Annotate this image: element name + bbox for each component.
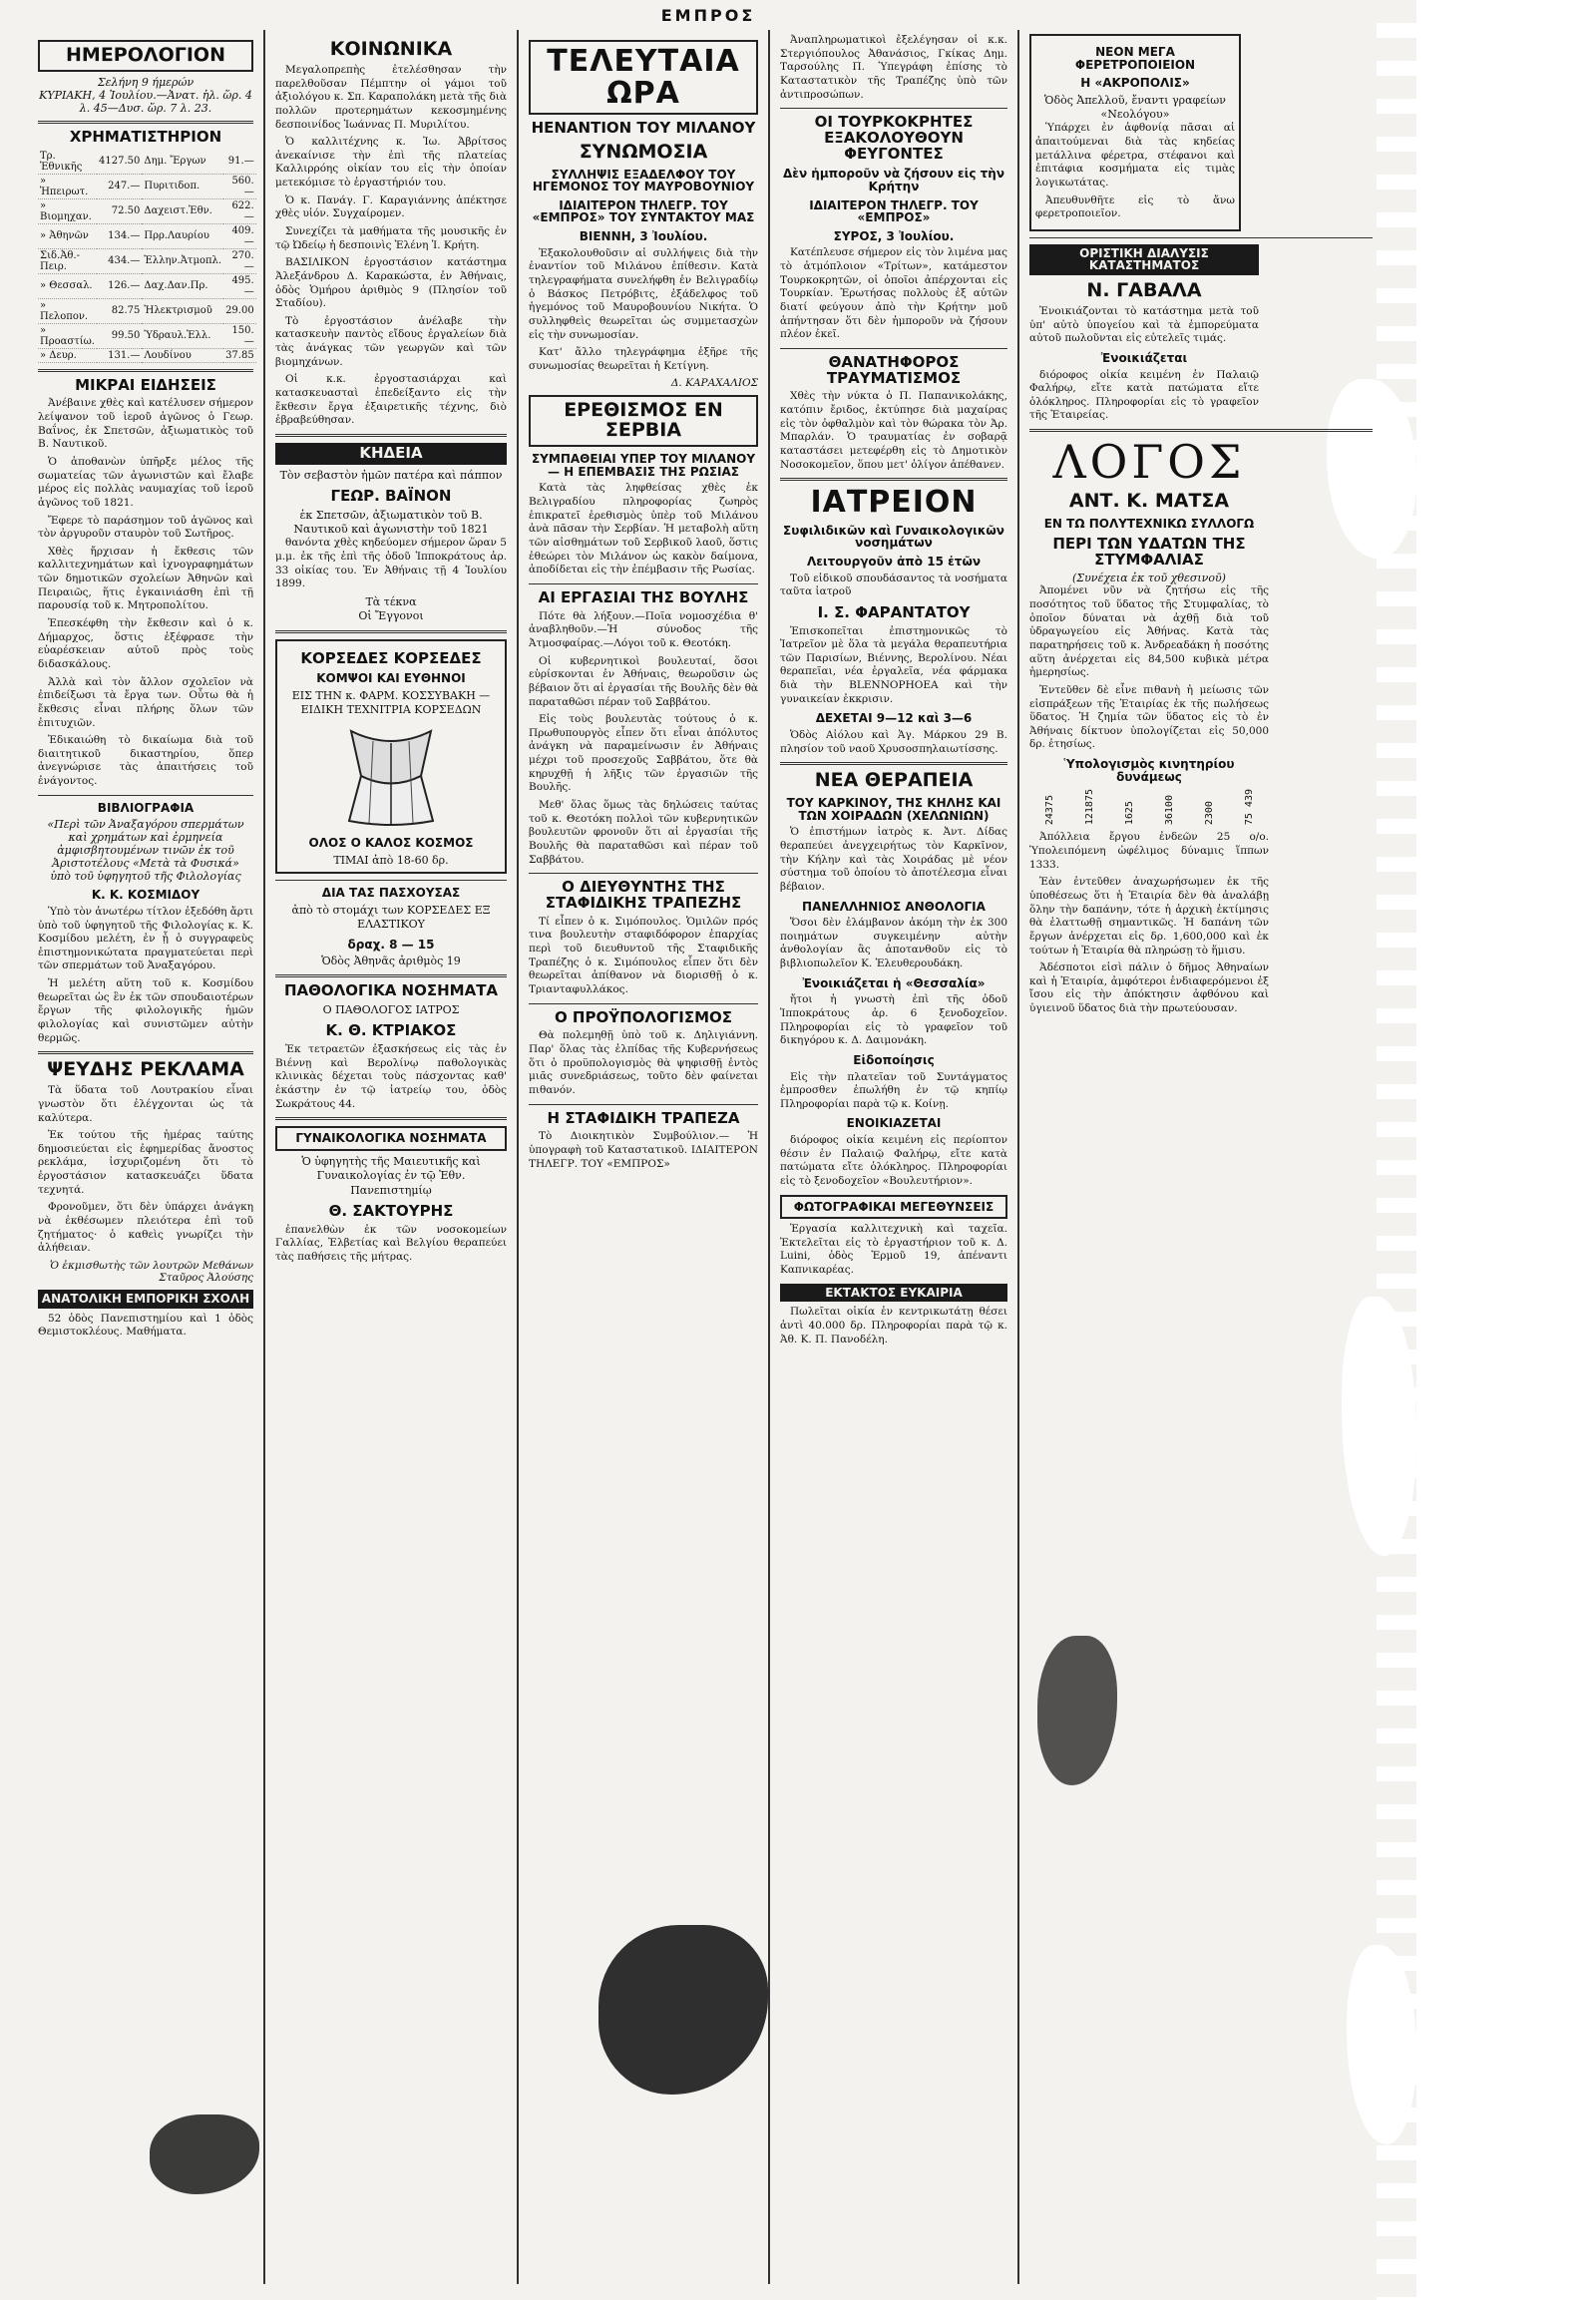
- column-rule: [517, 30, 519, 2284]
- rate-cell: Ἠλεκτρισμοῦ: [142, 298, 223, 323]
- paragraph: Ἐκ τούτου τῆς ἡμέρας ταύτης δημοσιεύεται εἰς ἐφημερίδας ἄνοστος ρεκλάμα, ἰσχυριζομένη ὅτι τὸ ἐργοστάσιον κατασκευάζει ὕδατα τεχνητά.: [38, 1129, 253, 1196]
- article-title: ΣΥΝΩΜΟΣΙΑ: [579, 140, 708, 163]
- funeral-ad: [1029, 34, 1241, 231]
- paragraph: Ἔφερε τὸ παράσημον τοῦ ἀγῶνος καὶ τὸν ἀργυροῦν σταυρὸν τοῦ Σωτῆρος.: [38, 514, 253, 541]
- paragraph: Ἐνοικιάζονται τὸ κατάστημα μετὰ τοῦ ὑπ' αὐτὸ ὑπογείου καὶ τὰ ἐμπορεύματα αὐτοῦ πωλοῦνται εἰς εὐτελεῖς τιμάς.: [1029, 304, 1259, 345]
- speech-venue: ΕΝ ΤΩ ΠΟΛΥΤΕΧΝΙΚΩ ΣΥΛΛΟΓΩ: [1043, 517, 1255, 532]
- corset-sub: ΚΟΜΨΟΙ ΚΑΙ ΕΥΘΗΝΟΙ: [316, 671, 466, 686]
- rate-cell: 99.50: [97, 323, 142, 348]
- social-title: ΚΟΙΝΩΝΙΚΑ: [329, 38, 453, 60]
- rate-cell: » Ἡπειρωτ.: [38, 174, 97, 198]
- dateline: ΣΥΡΟΣ, 3 Ἰουλίου.: [833, 228, 955, 243]
- rate-cell: 495.—: [223, 273, 256, 298]
- rate-row: [38, 323, 256, 348]
- gyn-name: Θ. ΣΑΚΤΟΥΡΗΣ: [328, 1201, 454, 1220]
- speech-author: ΑΝΤ. Κ. ΜΑΤΣΑ: [1068, 490, 1230, 513]
- speech-topic: ΠΕΡΙ ΤΩΝ ΥΔΑΤΩΝ ΤΗΣ ΣΤΥΜΦΑΛΙΑΣ: [1052, 534, 1246, 569]
- rate-cell: 29.00: [223, 298, 256, 323]
- easter-price: δραχ. 8 — 15: [347, 937, 435, 952]
- rate-row: [38, 150, 256, 175]
- calc-value: 75 439: [1243, 789, 1255, 826]
- article-title: Ο ΔΙΕΥΘΥΝΤΗΣ ΤΗΣ ΣΤΑΦΙΔΙΚΗΣ ΤΡΑΠΕΖΗΣ: [545, 878, 742, 912]
- rate-cell: Λουδίνου: [142, 348, 223, 362]
- article-subtitle: ΙΔΙΑΙΤΕΡΟΝ ΤΗΛΕΓΡ. ΤΟΥ «ΕΜΠΡΟΣ»: [809, 197, 979, 225]
- bourse-title: ΧΡΗΜΑΤΙΣΤΗΡΙΟΝ: [69, 127, 222, 146]
- path-title: ΠΑΘΟΛΟΓΙΚΑ ΝΟΣΗΜΑΤΑ: [283, 981, 499, 1000]
- calc-value: 24375: [1043, 795, 1055, 826]
- rate-cell: Δαχειστ.Ἐθν.: [142, 198, 223, 223]
- rate-cell: Σιδ.Ἀθ.-Πειρ.: [38, 248, 97, 273]
- paragraph: Ἀνέβαινε χθὲς καὶ κατέλυσεν σήμερον λείψανον τοῦ ἱεροῦ ἀγῶνος ὁ Γεωρ. Βαΐνος, ἐκ Σπετσῶν, ἀξιωματικὸς τοῦ Β. Ναυτικοῦ.: [38, 397, 253, 451]
- paragraph: Τὸ Διοικητικὸν Συμβούλιον.— Ἡ ὑπογραφὴ τοῦ Καταστατικοῦ. ΙΔΙΑΙΤΕΡΟΝ ΤΗΛΕΓΡ. ΤΟΥ «ΕΜΠΡΟΣ»: [529, 1130, 758, 1170]
- obit-kids: Τὰ τέκνα: [365, 594, 417, 608]
- paragraph: Ἐὰν ἐντεῦθεν ἀναχωρήσωμεν ἐκ τῆς ὑποθέσεως ὅτι ἡ Ἑταιρία δὲν θὰ ἀναλάβῃ ὅλην τὴν δαπάνην, τότε ἡ ἀρχικὴ ἐκτίμησις θὰ ἐλαττωθῇ σημαντικῶς. Ἡ δαπάνη τῶν ἔργων ἀνέρχεται εἰς δρ. 1,600,000 καὶ ἐκ τούτων ἡ Ἑταιρία θὰ πληρώσῃ τὸ ἥμισυ.: [1029, 876, 1269, 957]
- paragraph: Ἐξακολουθοῦσιν αἱ συλλήψεις διὰ τὴν ἐναντίον τοῦ Μιλάνου ἐπίθεσιν. Κατὰ τηλεγραφήματα συνελήφθη ἐν Βελιγραδίῳ ὁ Βάσκος Πετρόβιτς, ἐξάδελφος τοῦ ἡγεμόνος τοῦ Μαυροβουνίου Νικήτα. Ὁ συλληφθεὶς θεωρεῖται ὡς συμμετασχὼν εἰς τὴν συνωμοσίαν.: [529, 246, 758, 341]
- path-sub: Ο ΠΑΘΟΛΟΓΟΣ ΙΑΤΡΟΣ: [322, 1003, 460, 1017]
- signature: Δ. ΚΑΡΑΧΑΛΙΟΣ: [670, 377, 758, 390]
- calc-value: 1625: [1123, 801, 1135, 826]
- rate-cell: » Βιομηχαν.: [38, 198, 97, 223]
- clinic-hours: ΔΕΧΕΤΑΙ 9—12 καὶ 3—6: [815, 711, 973, 726]
- rate-cell: » Πελοπον.: [38, 298, 97, 323]
- paragraph: Ἀπευθυνθῆτε εἰς τὸ ἄνω φερετροποιεῖον.: [1035, 193, 1235, 220]
- funeral-title: ΝΕΟΝ ΜΕΓΑ ΦΕΡΕΤΡΟΠΟΙΕΙΟΝ: [1074, 45, 1196, 72]
- headline: ΤΕΛΕΥΤΑΙΑ ΩΡΑ: [529, 40, 758, 115]
- article-subtitle: ΣΥΛΛΗΨΙΣ ΕΞΑΔΕΛΦΟΥ ΤΟΥ ΗΓΕΜΟΝΟΣ ΤΟΥ ΜΑΥΡΟΒΟΥΝΙΟΥ: [532, 167, 755, 194]
- paragraph: θανόντα χθὲς κηδεύομεν σήμερον ὥραν 5 μ.μ. ἐκ τῆς ἐπὶ τῆς ὁδοῦ Ἱπποκράτους ἀρ. 33 οἰκίας του. Ἐν Ἀθήναις τῇ 4 Ἰουλίου 1899.: [275, 537, 507, 590]
- article-title: ΠΑΝΕΛΛΗΝΙΟΣ ΑΝΘΟΛΟΓΙΑ: [802, 899, 986, 914]
- rate-cell: 131.—: [97, 348, 142, 362]
- paragraph: Ἀναπληρωματικοὶ ἐξελέγησαν οἱ κ.κ. Στεργιόπουλος Ἀθανάσιος, Γκίκας Δημ. Ταρσούλης Π. Ὑπεγράφη ἐπίσης τὸ Καταστατικὸν τῆς Τραπέζης ὑπὸ τῶν ἀντιπροσώπων.: [780, 34, 1007, 101]
- paragraph: Ὁ ἐπιστήμων ἰατρὸς κ. Ἀντ. Δίδας θεραπεύει ἀνεγχειρήτως τὸν Καρκῖνον, τὴν Κήλην καὶ τὰς Χοιράδας μὲ νέον σύστημα τοῦ ὁποίου τὸ ἀποτέλεσμα εἶναι βέβαιον.: [780, 826, 1007, 893]
- obit-desc: ἐκ Σπετσῶν, ἀξιωματικὸν τοῦ Β. Ναυτικοῦ καὶ ἀγωνιστὴν τοῦ 1821: [293, 508, 489, 537]
- column-rule: [768, 30, 770, 2284]
- article-title: Ο ΠΡΟΫΠΟΛΟΓΙΣΜΟΣ: [554, 1007, 733, 1026]
- paragraph: Ἐκ τετραετῶν ἐξασκήσεως εἰς τὰς ἐν Βιέννῃ καὶ Βερολίνῳ παθολογικὰς κλινικὰς δέχεται τοὺς πάσχοντας καθ' ἑκάστην ἐν τῷ ἰατρείῳ του, ὁδὸς Σωκράτους 44.: [275, 1043, 507, 1110]
- rate-cell: 560.—: [223, 174, 256, 198]
- paragraph: Μεθ' ὅλας ὅμως τὰς δηλώσεις ταύτας τοῦ κ. Θεοτόκη πολλοὶ τῶν κυβερνητικῶν βουλευτῶν φρονοῦν ὅτι αἱ ἐργασίαι τῆς Βουλῆς θὰ παραταθῶσι καὶ πέραν τοῦ Σαββάτου.: [529, 799, 758, 866]
- easter-addr: Ὁδὸς Ἀθηνᾶς ἀριθμὸς 19: [321, 955, 461, 968]
- paragraph: Χθὲς τὴν νύκτα ὁ Π. Παπανικολάκης, κατόπιν ἔριδος, ἐκτύπησε διὰ μαχαίρας εἰς τὸν ὀφθαλμὸν καὶ τὸν θώρακα τὸν Ἀρ. Μπαρλάν. Ὁ τραυματίας ἐν σοβαρᾷ καταστάσει μετεφέρθη εἰς τὸ Δημοτικὸν Νοσοκομεῖον, ὅπου μετ' ὀλίγον ἀπέθανεν.: [780, 390, 1007, 471]
- corset-ad: [275, 639, 507, 875]
- paragraph: Ἐργασία καλλιτεχνικὴ καὶ ταχεῖα. Ἐκτελεῖται εἰς τὸ ἐργαστήριον τοῦ κ. Δ. Luini, ὁδὸς Ἑρμοῦ 19, ἀπέναντι Καπνικαρέας.: [780, 1223, 1007, 1277]
- rate-cell: 37.85: [225, 349, 254, 361]
- rate-row: [38, 273, 256, 298]
- paragraph: Πότε θὰ λήξουν.—Ποῖα νομοσχέδια θ' ἀναβληθοῦν.—Ἡ σύνοδος τῆς Ἀτμοσφαίρας.—Λόγοι τοῦ κ. Θεοτόκη.: [529, 609, 758, 649]
- calendar-moon: Σελήνη 9 ήμερών: [97, 75, 195, 89]
- paragraph: Ὑπάρχει ἐν ἀφθονίᾳ πᾶσαι αἱ ἀπαιτούμεναι διὰ τὰς κηδείας μετάλλινα φέρετρα, στέφανοι καὶ ἐπιτάφια κοσμήματα εἰς τιμὰς λογικωτάτας.: [1035, 122, 1235, 189]
- paragraph: Ὑπὸ τὸν ἀνωτέρω τίτλον ἐξεδόθη ἄρτι ὑπὸ τοῦ ὑφηγητοῦ τῆς Φιλολογίας κ. Κ. Κοσμίδου μελέτη, ἐν ᾗ ὁ συγγραφεὺς ἐπιστημονικώτατα πραγματεύεται περὶ τῶν σπερμάτων τοῦ Ἀναξαγόρου.: [38, 905, 253, 972]
- obit-name: ΓΕΩΡ. ΒΑΪΝΟΝ: [330, 487, 452, 505]
- calendar-title: ΗΜΕΡΟΛΟΓΙΟΝ: [38, 40, 253, 72]
- paragraph: Κατ' ἄλλο τηλεγράφημα ἐξῆρε τῆς συνωμοσίας θεωρεῖται ἡ Κετίγνη.: [529, 346, 758, 372]
- paragraph: Ἐπισκοπεῖται ἐπιστημονικῶς τὸ Ἰατρεῖον μὲ ὅλα τὰ μεγάλα θεραπευτήρια τῶν Παρισίων, Βιέννης, Βερολίνου. Νέαι θεραπεῖαι, νέα ἐργαλεῖα, νέα φάρμακα διὰ τὴν BLENNOPHOEA καὶ τὴν γυναικείαν ἐκκρισιν.: [780, 624, 1007, 705]
- column-3: [521, 30, 766, 2284]
- path-name: Κ. Θ. ΚΤΡΙΑΚΟΣ: [325, 1021, 457, 1040]
- easter-title: ΔΙΑ ΤΑΣ ΠΑΣΧΟΥΣΑΣ: [321, 886, 461, 901]
- liquidation-title: ΟΡΙΣΤΙΚΗ ΔΙΑΛΥΣΙΣ ΚΑΤΑΣΤΗΜΑΤΟΣ: [1029, 244, 1259, 275]
- liquidation-name: Ν. ΓΑΒΑΛΑ: [1086, 279, 1202, 302]
- biblio-by: ὑπὸ τοῦ ὑφηγητοῦ τῆς Φιλολογίας: [50, 870, 241, 884]
- rate-row: [38, 298, 256, 323]
- obit-lead: Τὸν σεβαστὸν ἡμῶν πατέρα καὶ πάππον: [279, 468, 503, 482]
- paragraph: Ἐντεῦθεν δὲ εἶνε πιθανὴ ἡ μείωσις τῶν εἰσπράξεων τῆς Ἑταιρίας ἐκ τῆς πωλήσεως ὕδατος. Ἡ ζημία τῶν ὕδατος εἰς τὸ ἐν Ἀθήναις δίκτυον ὑπολογίζεται εἰς 50,000 δρ. ἐτησίως.: [1029, 683, 1269, 751]
- article-title: Η ΣΤΑΦΙΔΙΚΗ ΤΡΑΠΕΖΑ: [547, 1108, 740, 1127]
- paragraph: Κατὰ τὰς ληφθείσας χθὲς ἐκ Βελιγραδίου πληροφορίας ζωηρὸς ἐπικρατεῖ ἐρεθισμὸς ὑπὲρ τοῦ Μιλάνου ἀνὰ πᾶσαν τὴν Σερβίαν. Ἡ μεταβολὴ αὕτη τῶν αἰσθημάτων τοῦ Σερβικοῦ λαοῦ, ὅστις ἐθεώρει τὸν Μιλάνον ὡς κακὸν δαίμονα, ἀποδίδεται εἰς τὴν ἐπέμβασιν τῆς Ρωσίας.: [529, 482, 758, 576]
- paragraph: Εἰς τοὺς βουλευτὰς τούτους ὁ κ. Πρωθυπουργὸς εἶπεν ὅτι εἶναι ἀπόλυτος ἀνάγκη νὰ παραμείνωσιν ἐν Ἀθήναις μέχρι τοῦ προσεχοῦς Σαββάτου, ὅτε θὰ κηρυχθῇ ἡ λῆξις τῶν ἐργασιῶν τῆς Βουλῆς.: [529, 713, 758, 794]
- rate-row: [38, 174, 256, 198]
- rate-cell: 4127.50: [97, 150, 142, 175]
- rate-row: [38, 248, 256, 273]
- column-rule: [1017, 30, 1019, 2284]
- column-2: [267, 30, 515, 2284]
- rate-cell: 247.—: [97, 174, 142, 198]
- ad-signature: Ὁ ἐκμισθωτὴς τῶν λουτρῶν Μεθάνων Σταῦρος Ἀλούσης: [49, 1259, 253, 1284]
- paragraph: Ἡ μελέτη αὕτη τοῦ κ. Κοσμίδου θεωρεῖται ὡς ἓν ἐκ τῶν σπουδαιοτέρων ἔργων τῆς φιλολογικῆς ἡμῶν φιλολογίας καὶ συνιστῶμεν αὐτὴν θερμῶς.: [38, 977, 253, 1044]
- calc-value: 2300: [1203, 801, 1215, 826]
- article-subtitle: ΣΥΜΠΑΘΕΙΑΙ ΥΠΕΡ ΤΟΥ ΜΙΛΑΝΟΥ — Η ΕΠΕΜΒΑΣΙΣ ΤΗΣ ΡΩΣΙΑΣ: [531, 452, 756, 479]
- paragraph: Συνεχίζει τὰ μαθήματα τῆς μουσικῆς ἐν τῷ Ὠδείῳ ἡ δεσποινὶς Ἑλένη Ἰ. Κρήτη.: [275, 224, 507, 251]
- obit-title: ΚΗΔΕΙΑ: [275, 443, 507, 465]
- paragraph: Τὸ ἐργοστάσιον ἀνέλαβε τὴν κατασκευὴν παντὸς εἴδους ἐργαλείων διὰ τὰς ἀνάγκας τῶν γεωργῶν καὶ τῶν βιομηχάνων.: [275, 314, 507, 368]
- calendar-sun: ΚΥΡΙΑΚΗ, 4 Ἰουλίου.—Ἀνατ. ἡλ. ὥρ. 4 λ. 45—Δυσ. ὥρ. 7 λ. 23.: [39, 88, 252, 115]
- paragraph: Ἀδέσποτοι εἰσὶ πάλιν ὁ δῆμος Ἀθηναίων καὶ ἡ Ἑταιρία, ἀμφότεροι ἐνδιαφερόμενοι ἐξ ἴσου εἰς τὴν ἀπόκτησιν ἀφθόνου καὶ ὑγιεινοῦ ὕδατος διὰ τὴν πρωτεύουσαν.: [1029, 961, 1269, 1015]
- clinic-sub: Λειτουργοῦν ἀπὸ 15 ἐτῶν: [806, 554, 982, 569]
- clinic-doctor: Ι. Σ. ΦΑΡΑΝΤΑΤΟΥ: [817, 602, 971, 621]
- article-title: ΗΕΝΑΝΤΙΟΝ ΤΟΥ ΜΙΛΑΝΟΥ: [531, 119, 756, 137]
- article-subtitle: ΤΟΥ ΚΑΡΚΙΝΟΥ, ΤΗΣ ΚΗΛΗΣ ΚΑΙ ΤΩΝ ΧΟΙΡΑΔΩΝ (ΧΕΛΩΝΙΩΝ): [786, 796, 1001, 823]
- paragraph: Εἰς τὴν πλατεῖαν τοῦ Συντάγματος ἐμπροσθεν ἐπωλήθη ἐν τῷ κηπίῳ Πληροφορίαι παρὰ τῷ κ. Κοίνῃ.: [780, 1070, 1007, 1110]
- funeral-name: Η «ΑΚΡΟΠΟΛΙΣ»: [1080, 76, 1190, 91]
- article-subtitle: Δὲν ἠμποροῦν νὰ ζήσουν εἰς τὴν Κρήτην: [782, 167, 1004, 194]
- dateline: ΒΙΕΝΝΗ, 3 Ἰουλίου.: [579, 229, 708, 244]
- obit-sign: Οἱ Ἔγγονοι: [358, 609, 424, 623]
- masthead: ΕΜΠΡΟΣ: [660, 6, 756, 25]
- paragraph: διόροφος οἰκία κειμένη ἐν Παλαιῷ Φαλήρῳ, εἴτε κατὰ πατώματα εἴτε ὁλόκληρος. Πληροφορίαι εἰς τὸ γραφεῖον τῆς Ἐταιρείας.: [1029, 368, 1259, 422]
- paragraph: Ὁ καλλιτέχνης κ. Ἰω. Ἀβρίτσος ἀνεκαίνισε τὴν ἐπὶ τῆς πλατείας Καλλιρρόης οἰκίαν του εἰς τὴν ὁποίαν μετεκόμισε τὸ ἐργαστήριόν του.: [275, 136, 507, 190]
- rate-cell: Τρ. Ἐθνικῆς: [38, 150, 97, 175]
- rate-cell: » Θεσσαλ.: [38, 273, 97, 298]
- news-title: ΜΙΚΡΑΙ ΕΙΔΗΣΕΙΣ: [75, 375, 216, 394]
- rate-cell: Πυριτιδοπ.: [142, 174, 223, 198]
- column-5: [1021, 30, 1381, 2284]
- paragraph: Ἐδικαιώθη τὸ δικαίωμα διὰ τοῦ διαιτητικοῦ δικαστηρίου, ὅπερ ἀνεγνώρισε τὰς ἀπαιτήσεις τοῦ ἐνάγοντος.: [38, 734, 253, 788]
- funeral-addr: Ὁδὸς Ἀπελλοῦ, ἔναντι γραφείων «Νεολόγου»: [1044, 93, 1226, 122]
- ad-title: ΨΕΥΔΗΣ ΡΕΚΛΑΜΑ: [47, 1058, 244, 1081]
- paragraph: Ὅσοι δὲν ἐλάμβανον ἀκόμη τὴν ἐκ 300 ποιημάτων συγκειμένην αὐτὴν ἀνθολογίαν ἂς ἀποτανθοῦν εἰς τὸ βιβλιοπωλεῖον Κ. Ἐλευθερουδάκη.: [780, 917, 1007, 970]
- rent-title: Ἐνοικιάζεται: [1100, 350, 1188, 365]
- easter-sub: ἀπὸ τὸ στομάχι των ΚΟΡΣΕΔΕΣ ΕΞ ΕΛΑΣΤΙΚΟΥ: [291, 903, 491, 932]
- rate-cell: 91.—: [223, 150, 256, 175]
- rate-cell: 434.—: [97, 248, 142, 273]
- article-title: ΝΕΑ ΘΕΡΑΠΕΙΑ: [814, 769, 974, 792]
- biblio-author: Κ. Κ. ΚΟΣΜΙΔΟΥ: [91, 888, 200, 903]
- paragraph: ΒΑΣΙΛΙΚΟΝ ἐργοστάσιον κατάστημα Ἀλεξάνδρου Δ. Καρακώστα, ἐν Ἀθήναις, ὁδὸς Ὁμήρου ἀριθμὸς 9 (Πλησίον τοῦ Σταδίου).: [275, 256, 507, 310]
- rate-cell: » Προαστίω.: [40, 324, 95, 347]
- social-list: [275, 64, 507, 428]
- paragraph: Θὰ πολεμηθῇ ὑπὸ τοῦ κ. Δηλιγιάννη. Παρ' ὅλας τὰς ἐλπίδας τῆς Κυβερνήσεως ὅτι ὁ προϋπολογισμὸς θὰ ψηφισθῇ ἐντὸς μιᾶς συνεδριάσεως, τοῦτο δὲν φαίνεται πιθανόν.: [529, 1029, 758, 1096]
- paragraph: Ἐπεσκέφθη τὴν ἔκθεσιν καὶ ὁ κ. Δήμαρχος, ὅστις ἐξέφρασε τὴν εὐαρέσκειαν αὐτοῦ πρὸς τοὺς διδασκάλους.: [38, 617, 253, 670]
- calc-table: [1029, 789, 1269, 825]
- rate-cell: Ἑλλην.Ἀτμοπλ.: [142, 248, 223, 273]
- column-4: [772, 30, 1015, 2284]
- corset-illustration: [321, 721, 461, 831]
- paragraph: 52 ὁδὸς Πανεπιστημίου καὶ 1 ὁδὸς Θεμιστοκλέους. Μαθήματα.: [38, 1312, 253, 1339]
- bourse-table: [38, 150, 256, 363]
- biblio-title: ΒΙΒΛΙΟΓΡΑΦΙΑ: [97, 800, 195, 815]
- clinic-title: ΙΑΤΡΕΙΟΝ: [810, 485, 978, 521]
- paragraph: Ὁ κ. Πανάγ. Γ. Καραγιάννης ἀπέκτησε χθὲς υἱόν. Συγχαίρομεν.: [275, 193, 507, 220]
- paragraph: ἤτοι ἡ γνωστὴ ἐπὶ τῆς ὁδοῦ Ἱπποκράτους ἀρ. 6 ξενοδοχεῖον. Πληροφορίαι εἰς τὸ γραφεῖον τοῦ δικηγόρου κ. Δ. Δαιμονάκη.: [780, 993, 1007, 1047]
- paragraph: Οἱ κυβερνητικοὶ βουλευταί, ὅσοι εὑρίσκονται ἐν Ἀθήναις, θεωροῦσιν ὡς βέβαιον ὅτι αἱ ἐργασίαι τῆς Βουλῆς δὲν θὰ παραταθῶσι πέραν τοῦ Σαββάτου.: [529, 654, 758, 708]
- corset-price: ΤΙΜΑΙ ἀπὸ 18-60 δρ.: [333, 854, 449, 868]
- paragraph: Τοῦ εἰδικοῦ σπουδάσαντος τὰ νοσήματα ταῦτα ἰατροῦ: [780, 572, 1007, 598]
- school-title: ΑΝΑΤΟΛΙΚΗ ΕΜΠΟΡΙΚΗ ΣΧΟΛΗ: [38, 1290, 253, 1309]
- paragraph: Οἱ κ.κ. ἐργοστασιάρχαι καὶ κατασκευασταὶ ἐπεδείξαντο εἰς τὴν ἔκθεσιν ἔργα ἐξαιρετικῆς τέχνης, διὸ ἐβραβεύθησαν.: [275, 373, 507, 427]
- paragraph: Μεγαλοπρεπὴς ἐτελέσθησαν τὴν παρελθοῦσαν Πέμπτην οἱ γάμοι τοῦ ἀξιολόγου κ. Σπ. Καραπολάκη μετὰ τῆς διὰ πολλῶν προτερημάτων κεκοσμημένης δεσποινίδος Ἰωάννας Π. Μυριλίτου.: [275, 63, 507, 131]
- calc-value: 121875: [1083, 789, 1095, 826]
- paragraph: Ἀπομένει νῦν νὰ ζητήσω εἰς τῆς ποσότητος τοῦ ὕδατος τῆς Στυμφαλίας, τὸ ὁποῖον δύναται νὰ ἀχθῇ διὰ τοῦ ὑδραγωγείου εἰς Ἀθήνας. Κατὰ τὰς παρατηρήσεις τοῦ κ. Ἀνδρεαδάκη ἡ ποσότης αὕτη ἀνέρχεται εἰς 84,500 κυβικὰ μέτρα ἡμερησίως.: [1029, 584, 1269, 679]
- paragraph: Πωλεῖται οἰκία ἐν κεντρικωτάτῃ θέσει ἀντὶ 40.000 δρ. Πληροφορίαι παρὰ τῷ κ. Ἀθ. Κ. Π. Πανοδέλη.: [780, 1306, 1007, 1345]
- rate-cell: 72.50: [97, 198, 142, 223]
- paragraph: Τὰ ὕδατα τοῦ Λουτρακίου εἶναι γνωστὸν ὅτι ἐλέγχονται ὡς τὰ καλύτερα.: [38, 1084, 253, 1124]
- rate-cell: » Δευρ.: [38, 348, 97, 362]
- article-title: Εἰδοποίησις: [853, 1052, 935, 1067]
- rate-cell: 409.—: [223, 223, 256, 248]
- rate-cell: Δημ. Ἔργων: [142, 150, 223, 175]
- corset-motto: ΟΛΟΣ Ο ΚΑΛΟΣ ΚΟΣΜΟΣ: [308, 836, 474, 851]
- column-rule: [263, 30, 265, 2284]
- speech-continued: (Συνέχεια ἐκ τοῦ χθεσινοῦ): [1072, 572, 1226, 585]
- article-title: ΦΩΤΟΓΡΑΦΙΚΑΙ ΜΕΓΕΘΥΝΣΕΙΣ: [780, 1195, 1007, 1220]
- rate-cell: Δαχ.Δαν.Πρ.: [142, 273, 223, 298]
- article-title: ΟΙ ΤΟΥΡΚΟΚΡΗΤΕΣ ΕΞΑΚΟΛΟΥΘΟΥΝ ΦΕΥΓΟΝΤΕΣ: [814, 113, 974, 163]
- article-title: ΕΡΕΘΙΣΜΟΣ ΕΝ ΣΕΡΒΙΑ: [529, 395, 758, 447]
- paragraph: διόροφος οἰκία κειμένη εἰς περίοπτον θέσιν ἐν Παλαιῷ Φαλήρῳ, εἴτε κατὰ πατώματα εἴτε ὁλόκληρος. Πληροφορίαι εἰς τὸ ξενοδοχεῖον «Βουλευτήριον».: [780, 1134, 1007, 1187]
- rate-cell: Ὑδραυλ.Ἑλλ.: [142, 323, 223, 348]
- biblio-subtitle: «Περὶ τῶν Ἀναξαγόρου σπερμάτων καὶ χρημάτων καὶ ἑρμηνεία ἀμφισβητουμένων τινῶν ἐκ τοῦ Ἀριστοτέλους «Μετὰ τὰ Φυσικά»: [47, 818, 244, 871]
- rate-cell: 622.—: [223, 198, 256, 223]
- rate-cell: 270.—: [223, 248, 256, 273]
- rate-cell: 82.75: [97, 298, 142, 323]
- article-title: ΕΚΤΑΚΤΟΣ ΕΥΚΑΙΡΙΑ: [780, 1284, 1007, 1303]
- paragraph: Φρονοῦμεν, ὅτι δὲν ὑπάρχει ἀνάγκη νὰ ἐκθέσωμεν πλειότερα ἐπὶ τοῦ ζητήματος· ὁ καθεὶς γνωρίζει τὴν ἀλήθειαν.: [38, 1201, 253, 1255]
- rate-cell: 150.—: [223, 323, 256, 348]
- speech-title: ΛΟΓΟΣ: [1052, 435, 1246, 490]
- gyn-title: ΓΥΝΑΙΚΟΛΟΓΙΚΑ ΝΟΣΗΜΑΤΑ: [275, 1126, 507, 1151]
- article-title: ΑΙ ΕΡΓΑΣΙΑΙ ΤΗΣ ΒΟΥΛΗΣ: [538, 587, 749, 606]
- rate-cell: » Ἀθηνῶν: [38, 223, 97, 248]
- paragraph: Ἀλλὰ καὶ τὸν ἄλλον σχολεῖον νὰ ἐπιδείξωσι τὰ ἔργα των. Οὗτω θὰ ἡ ἔκθεσις εἶναι πλήρης ὅλων τῶν ἐπιτυχιῶν.: [38, 675, 253, 729]
- article-title: ΘΑΝΑΤΗΦΟΡΟΣ ΤΡΑΥΜΑΤΙΣΜΟΣ: [826, 352, 962, 387]
- rate-row: [38, 198, 256, 223]
- rate-row: [38, 223, 256, 248]
- paragraph: Ὁ ἀποθανὼν ὑπῆρξε μέλος τῆς σωματείας τῶν ἀγωνιστῶν καὶ ἔλαβε μέρος εἰς πολλὰς ναυμαχίας τοῦ ἱεροῦ ἀγῶνος τοῦ 1821.: [38, 456, 253, 509]
- article-title: ΕΝΟΙΚΙΑΖΕΤΑΙ: [846, 1116, 942, 1131]
- gyn-sub: Ὁ ὑφηγητὴς τῆς Μαιευτικῆς καὶ Γυναικολογίας ἐν τῷ Ἐθν. Πανεπιστημίῳ: [301, 1155, 481, 1197]
- paragraph: Κατέπλευσε σήμερον εἰς τὸν λιμένα μας τὸ ἀτμόπλοιον «Τρίτων», κατάμεστον Τουρκοκρητῶν, οἱ ὁποῖοι ἀπέρχονται εἰς Τουρκίαν. Ἐρωτήσας πολλοὺς ἐξ αὐτῶν διατί φεύγουν ἀπὸ τὴν Κρήτην μοῦ ἀπήντησαν ὅτι δὲν ἠμποροῦν νὰ ζήσουν πλέον ἐκεῖ.: [780, 246, 1007, 341]
- paragraph: Χθὲς ἤρχισαν ἡ ἔκθεσις τῶν καλλιτεχνημάτων καὶ ἰχνογραφημάτων τῶν δημοτικῶν σχολείων Ἀθηνῶν καὶ Πειραιῶς, ἥτις ἐγκαινιάσθη ἐπὶ τῇ παρουσίᾳ τοῦ κ. Μητροπολίτου.: [38, 545, 253, 612]
- news-list: [38, 397, 253, 788]
- paragraph: Ἀπόλλεια ἔργου ἐνδεῶν 25 ο/ο. Ὑπολειπόμενη ὠφέλιμος δύναμις ἵππων 1333.: [1029, 831, 1269, 871]
- calc-title: Ὑπολογισμὸς κινητηρίου δυνάμεως: [1063, 757, 1235, 784]
- clinic-sub: Συφιλιδικῶν καὶ Γυναικολογικῶν νοσημάτων: [783, 523, 1004, 551]
- paragraph: Ὁδὸς Αἰόλου καὶ Ἁγ. Μάρκου 29 Β. πλησίον τοῦ ναοῦ Χρυσοσπηλαιωτίσσης.: [780, 729, 1007, 755]
- column-1: [30, 30, 261, 2284]
- article-title: Ἐνοικιάζεται ἡ «Θεσσαλία»: [802, 975, 986, 990]
- paragraph: Τί εἶπεν ὁ κ. Σιμόπουλος. Ὁμιλῶν πρός τινα βουλευτὴν σταφιδόφορον ἐπαρχίας περὶ τοῦ διευθυντοῦ τῆς Σταφιδικῆς Τραπέζης ὁ κ. Σιμόπουλος εἶπεν ὅτι δὲν θεωρεῖται ἀπίθανον νὰ διορισθῇ ὁ κ. Τριανταφυλλάκος.: [529, 915, 758, 995]
- calc-value: 36100: [1163, 795, 1175, 826]
- paragraph: ἐπανελθὼν ἐκ τῶν νοσοκομείων Γαλλίας, Ἑλβετίας καὶ Βελγίου θεραπεύει τὰς παθήσεις τῆς μήτρας.: [275, 1223, 507, 1263]
- article-subtitle: ΙΔΙΑΙΤΕΡΟΝ ΤΗΛΕΓΡ. ΤΟΥ «ΕΜΠΡΟΣ» ΤΟΥ ΣΥΝΤΑΚΤΟΥ ΜΑΣ: [532, 197, 755, 225]
- corset-maker: ΕΙΣ ΤΗΝ κ. ΦΑΡΜ. ΚΟΣΣΥΒΑΚΗ — ΕΙΔΙΚΗ ΤΕΧΝΙΤΡΙΑ ΚΟΡΣΕΔΩΝ: [291, 688, 491, 717]
- rate-cell: Πρρ.Λαυρίου: [142, 223, 223, 248]
- rate-cell: 134.—: [97, 223, 142, 248]
- rate-row: [38, 348, 256, 362]
- corset-title: ΚΟΡΣΕΔΕΣ ΚΟΡΣΕΔΕΣ: [300, 648, 482, 667]
- rate-cell: 126.—: [97, 273, 142, 298]
